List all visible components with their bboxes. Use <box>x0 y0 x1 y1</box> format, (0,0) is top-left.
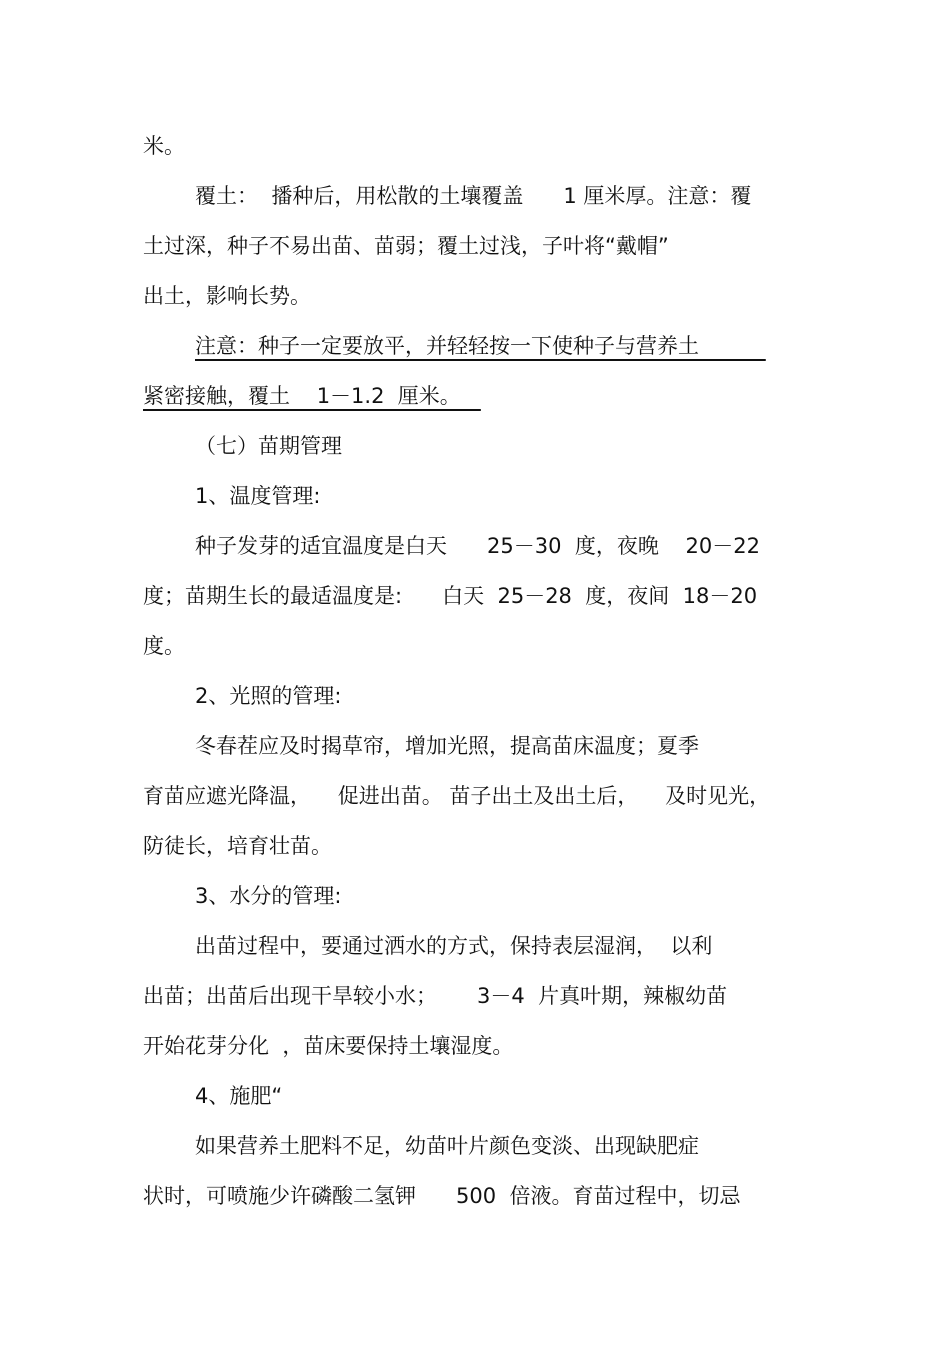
text-line: 度；苗期生长的最适温度是: 白天 25－28 度，夜间 18－20 <box>143 584 758 608</box>
text-line: 防徒长，培育壮苗。 <box>143 834 332 858</box>
section-heading: （七）苗期管理 <box>195 434 342 458</box>
text-line: 米。 <box>143 134 185 158</box>
text-line: 种子发芽的适宜温度是白天 25－30 度，夜晚 20－22 <box>195 534 760 558</box>
text-line: 冬春茬应及时揭草帘，增加光照，提高苗床温度；夏季 <box>195 734 699 758</box>
text-line: 开始花芽分化 ，苗床要保持土壤湿度。 <box>143 1034 514 1058</box>
subsection-heading: 2、光照的管理: <box>195 684 342 708</box>
text-line: 度。 <box>143 634 185 658</box>
subsection-heading: 3、水分的管理: <box>195 884 342 908</box>
text-line: 出苗；出苗后出现干旱较小水； 3－4 片真叶期，辣椒幼苗 <box>143 984 728 1008</box>
subsection-heading: 4、施肥“ <box>195 1084 283 1108</box>
text-line: 育苗应遮光降温， 促进出苗。 苗子出土及出土后， 及时见光， <box>143 784 771 808</box>
underlined-note-line: 紧密接触，覆土 1－1.2 厘米。 <box>143 384 481 408</box>
text-line: 出土，影响长势。 <box>143 284 311 308</box>
text-line: 出苗过程中，要通过洒水的方式，保持表层湿润， 以利 <box>195 934 713 958</box>
text-line: 状时，可喷施少许磷酸二氢钾 500 倍液。育苗过程中，切忌 <box>143 1184 741 1208</box>
text-line: 土过深，种子不易出苗、苗弱；覆土过浅，子叶将“戴帽” <box>143 234 669 258</box>
text-line: 覆土： 播种后，用松散的土壤覆盖 1 厘米厚。注意：覆 <box>195 184 752 208</box>
subsection-heading: 1、温度管理: <box>195 484 321 508</box>
underlined-note-line: 注意：种子一定要放平，并轻轻按一下使种子与营养土 <box>195 334 766 358</box>
text-line: 如果营养土肥料不足，幼苗叶片颜色变淡、出现缺肥症 <box>195 1134 699 1158</box>
